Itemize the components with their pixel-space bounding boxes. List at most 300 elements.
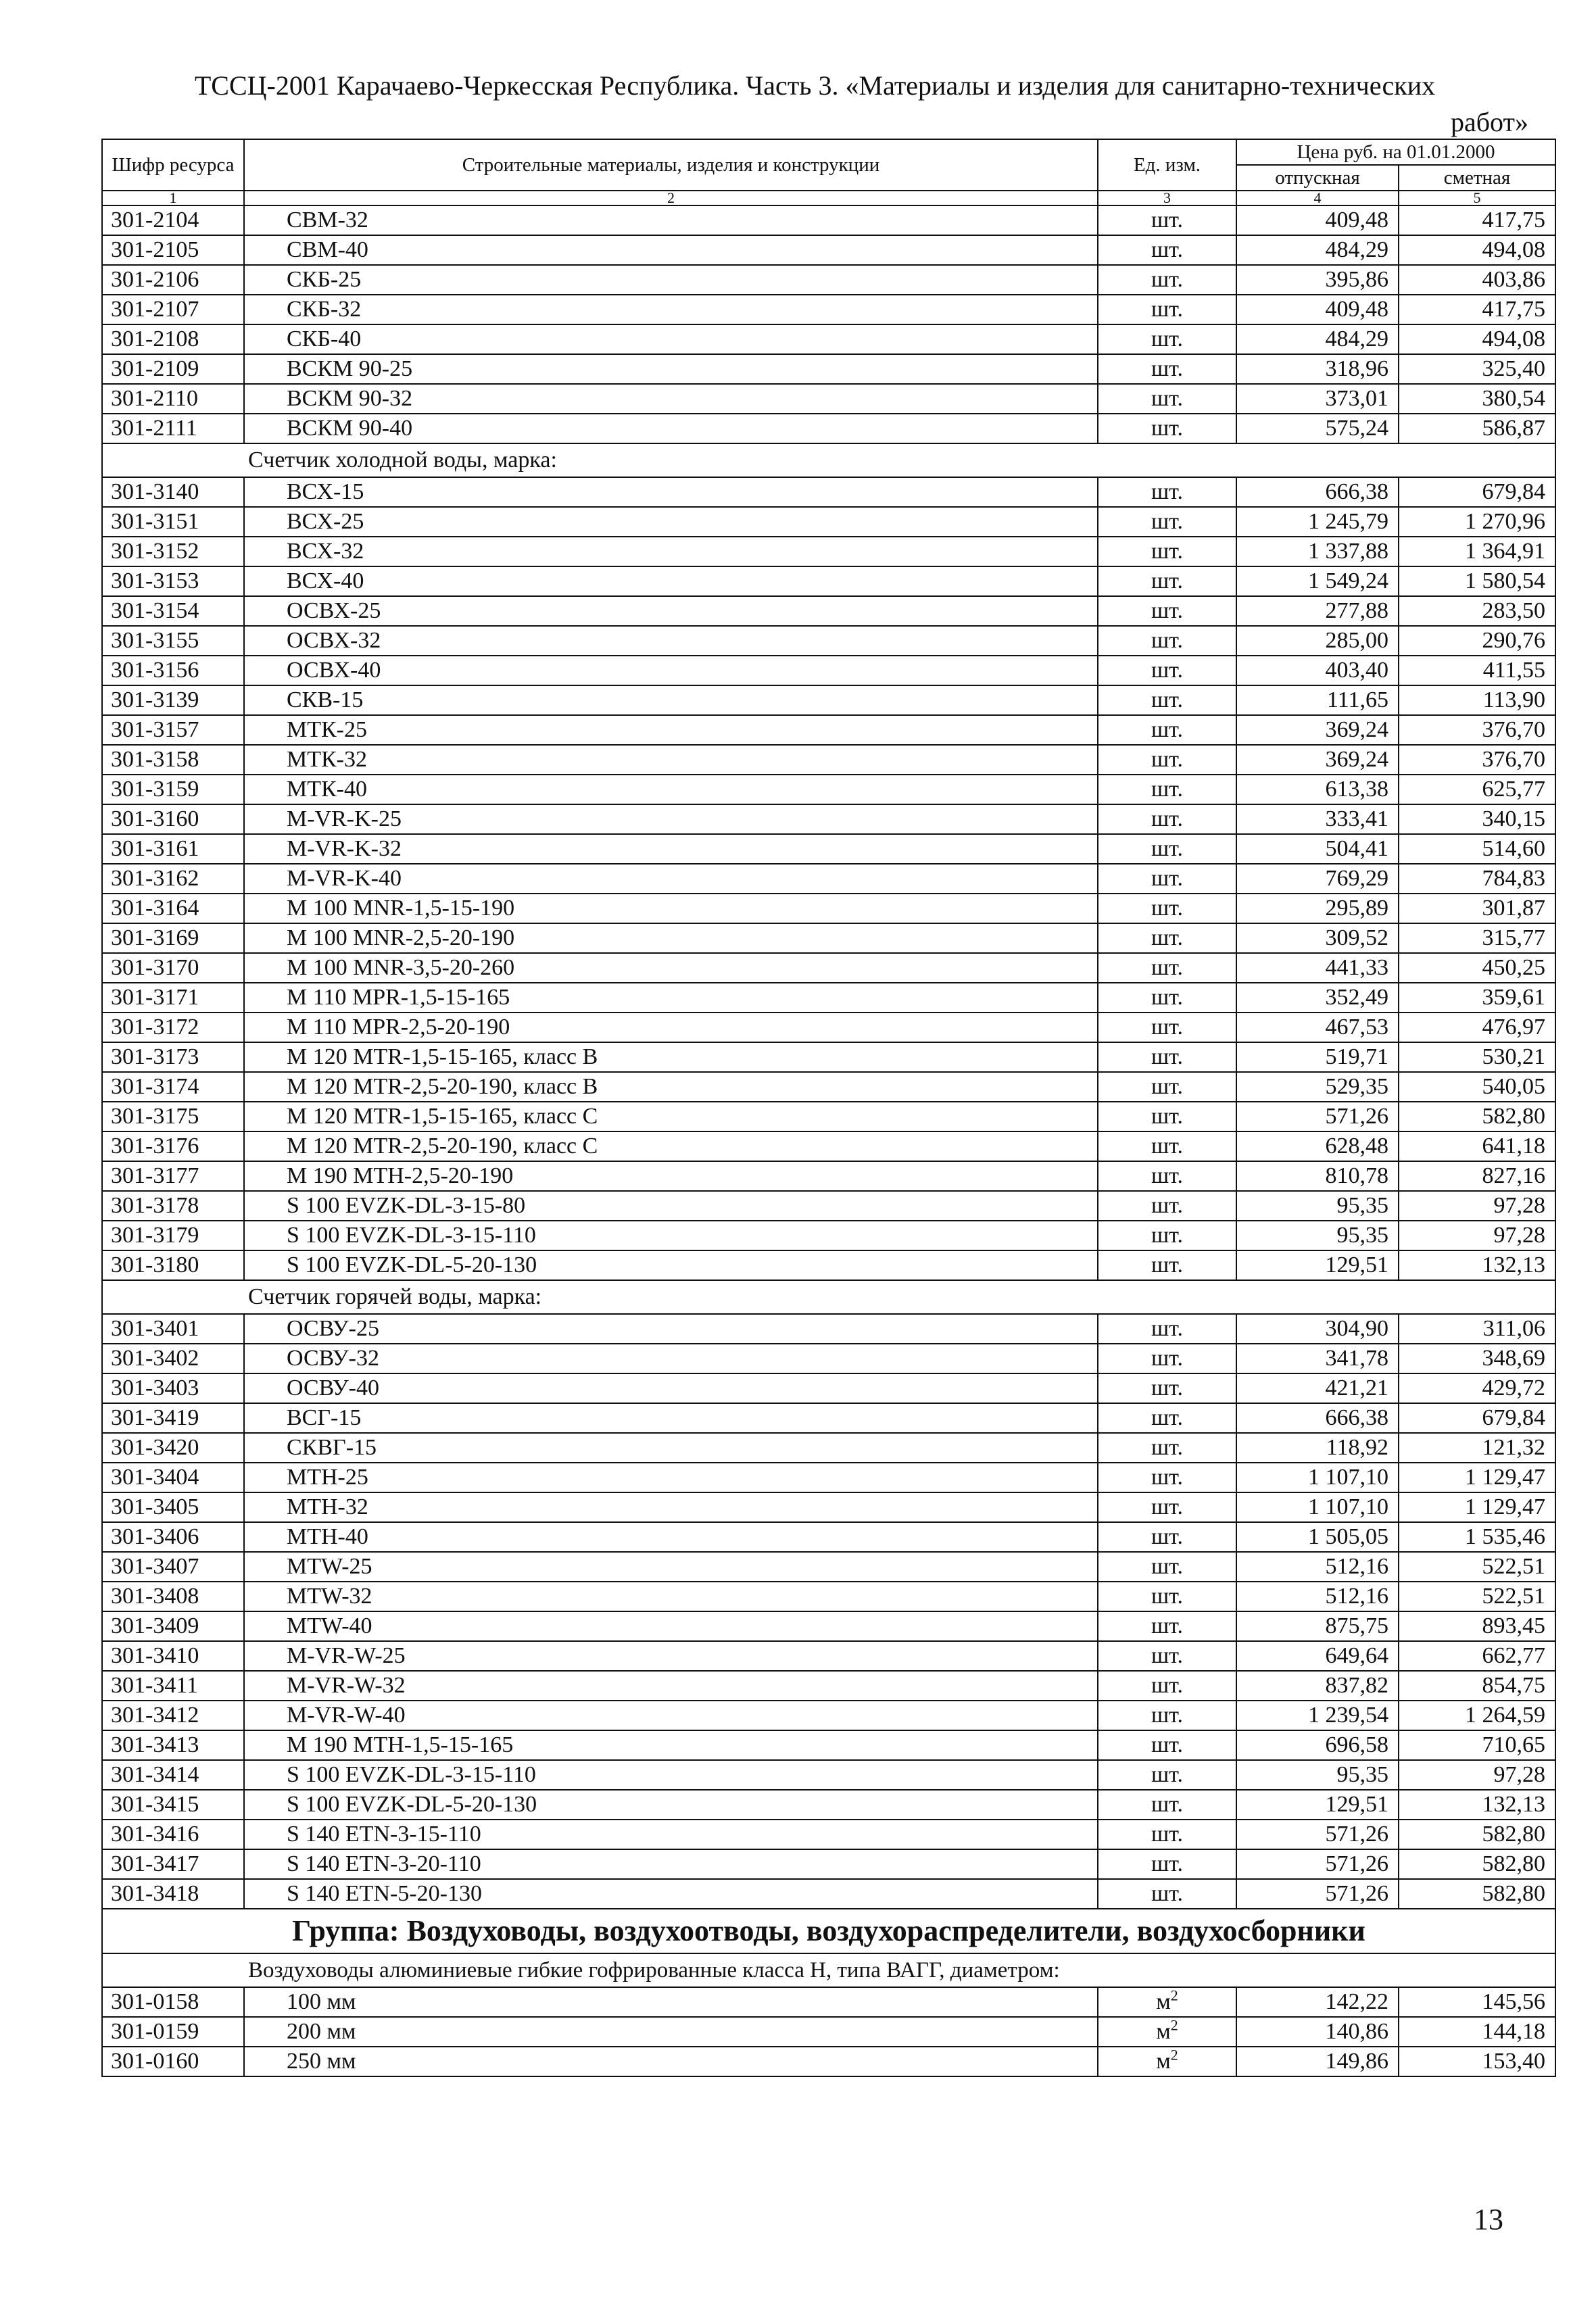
table-row <box>102 1492 1555 1522</box>
resource-code: 301-3151 <box>102 507 244 537</box>
table-row <box>102 1790 1555 1820</box>
page-title <box>101 68 1528 141</box>
unit-of-measure: шт. <box>1098 1492 1236 1522</box>
wholesale-price: 484,29 <box>1236 324 1399 354</box>
material-name: 250 мм <box>244 2047 1098 2076</box>
wholesale-price: 575,24 <box>1236 414 1399 443</box>
wholesale-price: 504,41 <box>1236 834 1399 864</box>
group-ducts <box>102 1909 1555 1987</box>
estimate-price: 893,45 <box>1399 1611 1555 1641</box>
material-name: M-VR-W-25 <box>244 1641 1098 1671</box>
unit-of-measure: шт. <box>1098 864 1236 894</box>
resource-code: 301-3415 <box>102 1790 244 1820</box>
unit-of-measure: шт. <box>1098 295 1236 324</box>
material-name: 200 мм <box>244 2017 1098 2047</box>
wholesale-price: 95,35 <box>1236 1760 1399 1790</box>
unit-of-measure: шт. <box>1098 1250 1236 1280</box>
unit-of-measure: шт. <box>1098 1730 1236 1760</box>
table-row <box>102 414 1555 443</box>
unit-of-measure: шт. <box>1098 235 1236 265</box>
estimate-price: 429,72 <box>1399 1373 1555 1403</box>
table-row <box>102 1191 1555 1221</box>
table-row <box>102 1221 1555 1250</box>
resource-code: 301-3139 <box>102 685 244 715</box>
wholesale-price: 1 107,10 <box>1236 1492 1399 1522</box>
unit-of-measure: шт. <box>1098 1433 1236 1463</box>
unit-of-measure: $м^2$ <box>1098 1987 1236 2017</box>
unit-of-measure: шт. <box>1098 685 1236 715</box>
material-name: S 100 EVZK-DL-3-15-80 <box>244 1191 1098 1221</box>
unit-of-measure: шт. <box>1098 1611 1236 1641</box>
unit-exponent: 2 <box>1170 1987 1178 2004</box>
wholesale-price: 118,92 <box>1236 1433 1399 1463</box>
unit-of-measure: шт. <box>1098 414 1236 443</box>
table-row <box>102 1879 1555 1909</box>
table-row <box>102 1403 1555 1433</box>
unit-of-measure: шт. <box>1098 1373 1236 1403</box>
material-name: МТК-25 <box>244 715 1098 745</box>
wholesale-price: 571,26 <box>1236 1820 1399 1849</box>
material-name: М 190 MTH-1,5-15-165 <box>244 1730 1098 1760</box>
unit-of-measure: шт. <box>1098 983 1236 1013</box>
table-row <box>102 507 1555 537</box>
wholesale-price: 395,86 <box>1236 265 1399 295</box>
wholesale-price: 140,86 <box>1236 2017 1399 2047</box>
material-name: М 100 MNR-3,5-20-260 <box>244 953 1098 983</box>
wholesale-price: 142,22 <box>1236 1987 1399 2017</box>
resource-code: 301-3178 <box>102 1191 244 1221</box>
col-number: 5 <box>1399 191 1555 205</box>
table-row <box>102 1373 1555 1403</box>
material-name: ВСКМ 90-40 <box>244 414 1098 443</box>
resource-code: 301-2104 <box>102 205 244 235</box>
table-body-b <box>102 477 1555 1280</box>
price-table <box>101 139 1556 2077</box>
unit-of-measure: шт. <box>1098 205 1236 235</box>
material-name: М 100 MNR-2,5-20-190 <box>244 923 1098 953</box>
wholesale-price: 628,48 <box>1236 1131 1399 1161</box>
estimate-price: 417,75 <box>1399 295 1555 324</box>
unit-of-measure: шт. <box>1098 1102 1236 1131</box>
table-row <box>102 324 1555 354</box>
resource-code: 301-3419 <box>102 1403 244 1433</box>
material-name: S 100 EVZK-DL-5-20-130 <box>244 1250 1098 1280</box>
material-name: ОСВХ-32 <box>244 626 1098 656</box>
estimate-price: 1 270,96 <box>1399 507 1555 537</box>
section-heading: Воздуховоды алюминиевые гибкие гофрированные класса Н, типа ВАГГ, диаметром: <box>102 1953 1555 1987</box>
table-row <box>102 566 1555 596</box>
wholesale-price: 696,58 <box>1236 1730 1399 1760</box>
resource-code: 301-3162 <box>102 864 244 894</box>
wholesale-price: 295,89 <box>1236 894 1399 923</box>
table-row <box>102 2047 1555 2076</box>
estimate-price: 784,83 <box>1399 864 1555 894</box>
material-name: МТК-40 <box>244 775 1098 804</box>
wholesale-price: 369,24 <box>1236 715 1399 745</box>
estimate-price: 625,77 <box>1399 775 1555 804</box>
estimate-price: 144,18 <box>1399 2017 1555 2047</box>
material-name: М 100 MNR-1,5-15-190 <box>244 894 1098 923</box>
resource-code: 301-3417 <box>102 1849 244 1879</box>
material-name: М 120 MTR-1,5-15-165, класс С <box>244 1102 1098 1131</box>
unit-of-measure: шт. <box>1098 894 1236 923</box>
estimate-price: 340,15 <box>1399 804 1555 834</box>
estimate-price: 827,16 <box>1399 1161 1555 1191</box>
table-row <box>102 1730 1555 1760</box>
material-name: М 110 MPR-2,5-20-190 <box>244 1013 1098 1042</box>
resource-code: 301-3171 <box>102 983 244 1013</box>
estimate-price: 145,56 <box>1399 1987 1555 2017</box>
table-row <box>102 1582 1555 1611</box>
material-name: S 140 ETN-3-15-110 <box>244 1820 1098 1849</box>
estimate-price: 582,80 <box>1399 1849 1555 1879</box>
col-header-unit: Ед. изм. <box>1098 139 1236 191</box>
unit-of-measure: шт. <box>1098 1013 1236 1042</box>
material-name: М 110 MPR-1,5-15-165 <box>244 983 1098 1013</box>
estimate-price: 522,51 <box>1399 1582 1555 1611</box>
resource-code: 301-0159 <box>102 2017 244 2047</box>
unit-of-measure: шт. <box>1098 953 1236 983</box>
material-name: ВСХ-40 <box>244 566 1098 596</box>
wholesale-price: 1 337,88 <box>1236 537 1399 566</box>
material-name: MTW-40 <box>244 1611 1098 1641</box>
wholesale-price: 613,38 <box>1236 775 1399 804</box>
section-hot-water <box>102 1280 1555 1314</box>
resource-code: 301-3155 <box>102 626 244 656</box>
col-header-name: Строительные материалы, изделия и конструкции <box>244 139 1098 191</box>
table-row <box>102 295 1555 324</box>
material-name: ОСВУ-25 <box>244 1314 1098 1344</box>
wholesale-price: 129,51 <box>1236 1790 1399 1820</box>
wholesale-price: 810,78 <box>1236 1161 1399 1191</box>
unit-of-measure: шт. <box>1098 1641 1236 1671</box>
unit-of-measure: шт. <box>1098 1191 1236 1221</box>
estimate-price: 1 364,91 <box>1399 537 1555 566</box>
table-body-a <box>102 205 1555 443</box>
resource-code: 301-3179 <box>102 1221 244 1250</box>
unit-of-measure: шт. <box>1098 1552 1236 1582</box>
estimate-price: 417,75 <box>1399 205 1555 235</box>
resource-code: 301-3152 <box>102 537 244 566</box>
material-name: S 140 ETN-5-20-130 <box>244 1879 1098 1909</box>
wholesale-price: 129,51 <box>1236 1250 1399 1280</box>
col-header-estimate: сметная <box>1399 165 1555 191</box>
resource-code: 301-3407 <box>102 1552 244 1582</box>
wholesale-price: 403,40 <box>1236 656 1399 685</box>
unit-of-measure: шт. <box>1098 265 1236 295</box>
wholesale-price: 529,35 <box>1236 1072 1399 1102</box>
unit-of-measure: шт. <box>1098 1403 1236 1433</box>
material-name: S 100 EVZK-DL-3-15-110 <box>244 1760 1098 1790</box>
table-row <box>102 1433 1555 1463</box>
resource-code: 301-0158 <box>102 1987 244 2017</box>
estimate-price: 1 264,59 <box>1399 1701 1555 1730</box>
wholesale-price: 1 107,10 <box>1236 1463 1399 1492</box>
section-heading: Счетчик холодной воды, марка: <box>102 443 1555 477</box>
estimate-price: 1 535,46 <box>1399 1522 1555 1552</box>
table-row <box>102 205 1555 235</box>
resource-code: 301-3169 <box>102 923 244 953</box>
title-line-1: ТССЦ-2001 Карачаево-Черкесская Республика. Часть 3. «Материалы и изделия для санитарно-технических <box>194 70 1436 101</box>
wholesale-price: 318,96 <box>1236 354 1399 384</box>
table-row <box>102 265 1555 295</box>
resource-code: 301-3413 <box>102 1730 244 1760</box>
unit-of-measure: шт. <box>1098 923 1236 953</box>
estimate-price: 476,97 <box>1399 1013 1555 1042</box>
resource-code: 301-3140 <box>102 477 244 507</box>
estimate-price: 380,54 <box>1399 384 1555 414</box>
estimate-price: 153,40 <box>1399 2047 1555 2076</box>
resource-code: 301-3412 <box>102 1701 244 1730</box>
unit-of-measure: шт. <box>1098 1820 1236 1849</box>
material-name: МТН-40 <box>244 1522 1098 1552</box>
material-name: ОСВХ-40 <box>244 656 1098 685</box>
resource-code: 301-3154 <box>102 596 244 626</box>
resource-code: 301-2110 <box>102 384 244 414</box>
table-row <box>102 1987 1555 2017</box>
wholesale-price: 571,26 <box>1236 1102 1399 1131</box>
table-row <box>102 384 1555 414</box>
estimate-price: 283,50 <box>1399 596 1555 626</box>
material-name: ВСКМ 90-32 <box>244 384 1098 414</box>
resource-code: 301-3410 <box>102 1641 244 1671</box>
unit-of-measure: шт. <box>1098 656 1236 685</box>
table-row <box>102 626 1555 656</box>
resource-code: 301-2108 <box>102 324 244 354</box>
material-name: СКБ-32 <box>244 295 1098 324</box>
resource-code: 301-3170 <box>102 953 244 983</box>
estimate-price: 679,84 <box>1399 1403 1555 1433</box>
material-name: M-VR-W-32 <box>244 1671 1098 1701</box>
wholesale-price: 441,33 <box>1236 953 1399 983</box>
table-row <box>102 775 1555 804</box>
resource-code: 301-3411 <box>102 1671 244 1701</box>
estimate-price: 522,51 <box>1399 1552 1555 1582</box>
resource-code: 301-3157 <box>102 715 244 745</box>
estimate-price: 97,28 <box>1399 1760 1555 1790</box>
unit-of-measure: шт. <box>1098 1522 1236 1552</box>
table-row <box>102 1641 1555 1671</box>
table-row <box>102 804 1555 834</box>
material-name: S 100 EVZK-DL-3-15-110 <box>244 1221 1098 1250</box>
wholesale-price: 285,00 <box>1236 626 1399 656</box>
estimate-price: 494,08 <box>1399 235 1555 265</box>
table-row <box>102 1314 1555 1344</box>
wholesale-price: 649,64 <box>1236 1641 1399 1671</box>
estimate-price: 325,40 <box>1399 354 1555 384</box>
unit-of-measure: $м^2$ <box>1098 2047 1236 2076</box>
estimate-price: 348,69 <box>1399 1344 1555 1373</box>
resource-code: 301-3158 <box>102 745 244 775</box>
material-name: СКВ-15 <box>244 685 1098 715</box>
resource-code: 301-3175 <box>102 1102 244 1131</box>
resource-code: 301-2109 <box>102 354 244 384</box>
wholesale-price: 341,78 <box>1236 1344 1399 1373</box>
table-row <box>102 477 1555 507</box>
section-cold-water <box>102 443 1555 477</box>
col-number: 2 <box>244 191 1098 205</box>
table-row <box>102 1522 1555 1552</box>
estimate-price: 376,70 <box>1399 715 1555 745</box>
unit-of-measure: шт. <box>1098 1582 1236 1611</box>
estimate-price: 540,05 <box>1399 1072 1555 1102</box>
unit-of-measure: шт. <box>1098 1314 1236 1344</box>
table-row <box>102 596 1555 626</box>
material-name: М 190 MTH-2,5-20-190 <box>244 1161 1098 1191</box>
wholesale-price: 467,53 <box>1236 1013 1399 1042</box>
resource-code: 301-3405 <box>102 1492 244 1522</box>
resource-code: 301-3177 <box>102 1161 244 1191</box>
material-name: МТК-32 <box>244 745 1098 775</box>
unit-of-measure: шт. <box>1098 626 1236 656</box>
material-name: ОСВУ-40 <box>244 1373 1098 1403</box>
unit-of-measure: шт. <box>1098 715 1236 745</box>
table-row <box>102 1250 1555 1280</box>
wholesale-price: 519,71 <box>1236 1042 1399 1072</box>
material-name: M-VR-K-40 <box>244 864 1098 894</box>
table-row <box>102 1611 1555 1641</box>
wholesale-price: 1 549,24 <box>1236 566 1399 596</box>
resource-code: 301-3156 <box>102 656 244 685</box>
estimate-price: 132,13 <box>1399 1790 1555 1820</box>
material-name: МТН-32 <box>244 1492 1098 1522</box>
wholesale-price: 1 505,05 <box>1236 1522 1399 1552</box>
estimate-price: 411,55 <box>1399 656 1555 685</box>
material-name: ВСГ-15 <box>244 1403 1098 1433</box>
col-number: 4 <box>1236 191 1399 205</box>
resource-code: 301-3164 <box>102 894 244 923</box>
unit-of-measure: $м^2$ <box>1098 2017 1236 2047</box>
table-row <box>102 834 1555 864</box>
wholesale-price: 875,75 <box>1236 1611 1399 1641</box>
material-name: М 120 MTR-1,5-15-165, класс В <box>244 1042 1098 1072</box>
wholesale-price: 666,38 <box>1236 477 1399 507</box>
title-line-2: работ» <box>1450 107 1528 137</box>
unit-exponent: 2 <box>1170 2017 1178 2034</box>
material-name: MTW-25 <box>244 1552 1098 1582</box>
estimate-price: 113,90 <box>1399 685 1555 715</box>
estimate-price: 1 580,54 <box>1399 566 1555 596</box>
table-row <box>102 1042 1555 1072</box>
table-row <box>102 1701 1555 1730</box>
estimate-price: 582,80 <box>1399 1102 1555 1131</box>
wholesale-price: 1 245,79 <box>1236 507 1399 537</box>
estimate-price: 359,61 <box>1399 983 1555 1013</box>
unit-of-measure: шт. <box>1098 324 1236 354</box>
material-name: СВМ-40 <box>244 235 1098 265</box>
table-body-d <box>102 1987 1555 2076</box>
table-row <box>102 1760 1555 1790</box>
estimate-price: 450,25 <box>1399 953 1555 983</box>
group-heading: Группа: Воздуховоды, воздухоотводы, воздухораспределители, воздухосборники <box>102 1909 1555 1953</box>
material-name: ВСХ-15 <box>244 477 1098 507</box>
material-name: ВСХ-25 <box>244 507 1098 537</box>
estimate-price: 290,76 <box>1399 626 1555 656</box>
resource-code: 301-3161 <box>102 834 244 864</box>
estimate-price: 854,75 <box>1399 1671 1555 1701</box>
resource-code: 301-3418 <box>102 1879 244 1909</box>
estimate-price: 97,28 <box>1399 1191 1555 1221</box>
unit-of-measure: шт. <box>1098 1161 1236 1191</box>
resource-code: 301-2106 <box>102 265 244 295</box>
table-row <box>102 1671 1555 1701</box>
material-name: М 120 MTR-2,5-20-190, класс С <box>244 1131 1098 1161</box>
wholesale-price: 769,29 <box>1236 864 1399 894</box>
resource-code: 301-2105 <box>102 235 244 265</box>
material-name: СКБ-25 <box>244 265 1098 295</box>
unit-of-measure: шт. <box>1098 1072 1236 1102</box>
wholesale-price: 484,29 <box>1236 235 1399 265</box>
table-row <box>102 354 1555 384</box>
wholesale-price: 409,48 <box>1236 295 1399 324</box>
unit-of-measure: шт. <box>1098 1221 1236 1250</box>
unit-of-measure: шт. <box>1098 1344 1236 1373</box>
unit-of-measure: шт. <box>1098 1849 1236 1879</box>
wholesale-price: 421,21 <box>1236 1373 1399 1403</box>
wholesale-price: 95,35 <box>1236 1191 1399 1221</box>
estimate-price: 641,18 <box>1399 1131 1555 1161</box>
table-row <box>102 953 1555 983</box>
resource-code: 301-3414 <box>102 1760 244 1790</box>
unit-exponent: 2 <box>1170 2047 1178 2064</box>
table-row <box>102 894 1555 923</box>
resource-code: 301-2111 <box>102 414 244 443</box>
resource-code: 301-2107 <box>102 295 244 324</box>
wholesale-price: 409,48 <box>1236 205 1399 235</box>
wholesale-price: 333,41 <box>1236 804 1399 834</box>
estimate-price: 530,21 <box>1399 1042 1555 1072</box>
wholesale-price: 304,90 <box>1236 1314 1399 1344</box>
section-heading: Счетчик горячей воды, марка: <box>102 1280 1555 1314</box>
material-name: S 140 ETN-3-20-110 <box>244 1849 1098 1879</box>
wholesale-price: 1 239,54 <box>1236 1701 1399 1730</box>
material-name: МТН-25 <box>244 1463 1098 1492</box>
unit-of-measure: шт. <box>1098 834 1236 864</box>
unit-of-measure: шт. <box>1098 596 1236 626</box>
estimate-price: 710,65 <box>1399 1730 1555 1760</box>
table-row <box>102 715 1555 745</box>
resource-code: 301-3420 <box>102 1433 244 1463</box>
resource-code: 301-3159 <box>102 775 244 804</box>
table-row <box>102 235 1555 265</box>
resource-code: 301-3160 <box>102 804 244 834</box>
wholesale-price: 512,16 <box>1236 1582 1399 1611</box>
resource-code: 301-3153 <box>102 566 244 596</box>
wholesale-price: 309,52 <box>1236 923 1399 953</box>
estimate-price: 662,77 <box>1399 1641 1555 1671</box>
resource-code: 301-3416 <box>102 1820 244 1849</box>
resource-code: 301-3402 <box>102 1344 244 1373</box>
unit-of-measure: шт. <box>1098 1879 1236 1909</box>
resource-code: 301-3403 <box>102 1373 244 1403</box>
col-header-wholesale: отпускная <box>1236 165 1399 191</box>
material-name: M-VR-K-25 <box>244 804 1098 834</box>
table-row <box>102 1849 1555 1879</box>
estimate-price: 514,60 <box>1399 834 1555 864</box>
material-name: 100 мм <box>244 1987 1098 2017</box>
estimate-price: 376,70 <box>1399 745 1555 775</box>
table-row <box>102 745 1555 775</box>
resource-code: 301-3180 <box>102 1250 244 1280</box>
material-name: MTW-32 <box>244 1582 1098 1611</box>
resource-code: 301-3401 <box>102 1314 244 1344</box>
resource-code: 301-3172 <box>102 1013 244 1042</box>
estimate-price: 301,87 <box>1399 894 1555 923</box>
unit-of-measure: шт. <box>1098 477 1236 507</box>
wholesale-price: 149,86 <box>1236 2047 1399 2076</box>
material-name: ОСВУ-32 <box>244 1344 1098 1373</box>
estimate-price: 582,80 <box>1399 1879 1555 1909</box>
